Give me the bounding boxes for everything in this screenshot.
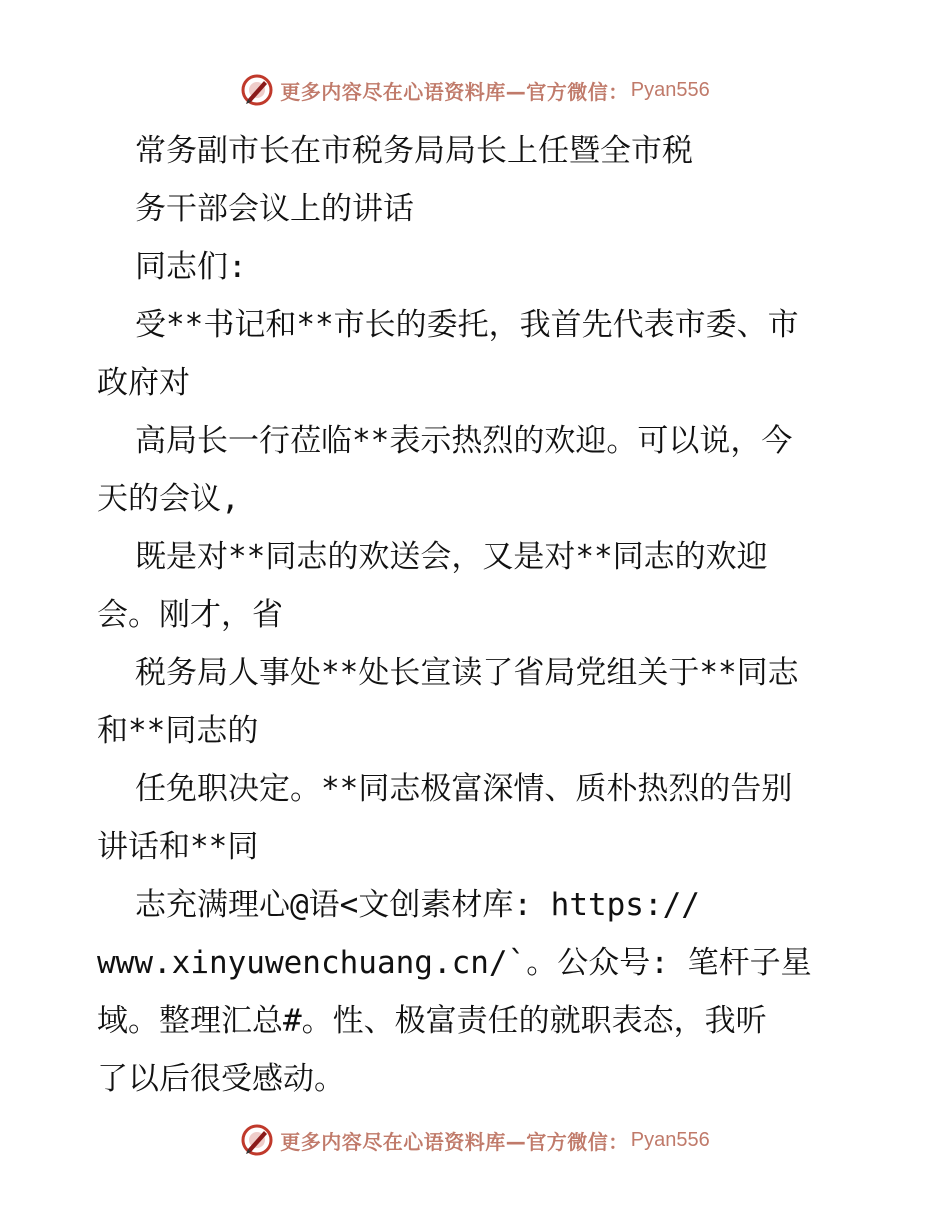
document-body — [97, 122, 887, 1108]
document-line: 和**同志的 — [97, 713, 259, 749]
banner-text: 更多内容尽在心语资料库—官方微信： — [280, 79, 629, 104]
document-line: 同志们: — [135, 249, 247, 285]
document-line: 常务副市长在市税务局局长上任暨全市税 — [135, 133, 693, 169]
banner-text: 更多内容尽在心语资料库—官方微信： — [280, 1129, 629, 1154]
document-line: 高局长一行莅临**表示热烈的欢迎。可以说，今 — [135, 423, 793, 459]
footer-watermark-banner — [0, 1120, 950, 1160]
banner-handle: Pyan556 — [630, 1128, 710, 1151]
document-line: 税务局人事处**处长宣读了省局党组关于**同志 — [135, 655, 799, 691]
header-watermark-banner — [0, 70, 950, 110]
document-line: 既是对**同志的欢送会，又是对**同志的欢迎 — [135, 539, 768, 575]
pen-circle-icon — [240, 73, 274, 107]
document-line: 域。整理汇总#。性、极富责任的就职表态，我听 — [97, 1003, 767, 1039]
document-line: 受**书记和**市长的委托，我首先代表市委、市 — [135, 307, 799, 343]
document-line: 会。刚才，省 — [97, 597, 283, 633]
pen-circle-icon — [240, 1123, 274, 1157]
document-line: 志充满理心@语<文创素材库: https:// — [135, 887, 700, 923]
document-line: 天的会议, — [97, 481, 240, 517]
banner-handle: Pyan556 — [630, 78, 710, 101]
document-line: 了以后很受感动。 — [97, 1061, 345, 1097]
document-line: 任免职决定。**同志极富深情、质朴热烈的告别 — [135, 771, 793, 807]
document-line: 务干部会议上的讲话 — [135, 191, 414, 227]
document-line: 政府对 — [97, 365, 190, 401]
document-line: 讲话和**同 — [97, 829, 259, 865]
document-line: www.xinyuwenchuang.cn/`。公众号: 笔杆子星 — [97, 945, 812, 981]
